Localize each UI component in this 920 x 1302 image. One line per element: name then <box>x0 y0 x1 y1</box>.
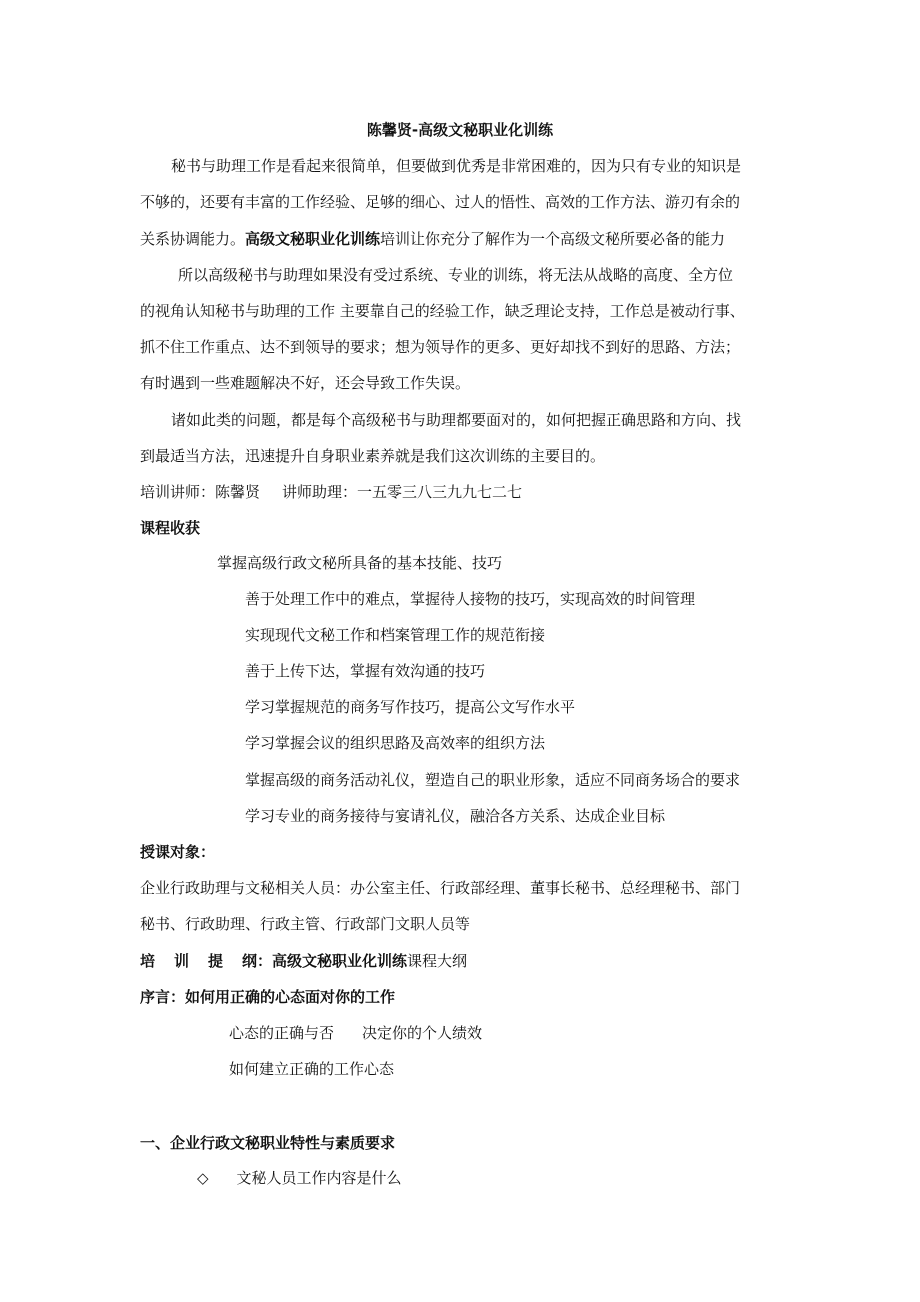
trainer-name: 培训讲师：陈馨贤 <box>140 483 261 501</box>
outline-label-char: 训 <box>174 952 190 970</box>
outline-label-char: 纲： <box>242 952 273 970</box>
preface-item-1a: 心态的正确与否 <box>229 1024 335 1042</box>
outline-suffix: 课程大纲 <box>407 952 468 970</box>
intro-p2-line2: 的视角认知秘书与助理的工作 主要靠自己的经验工作，缺乏理论支持，工作总是被动行事、 <box>140 302 745 320</box>
gains-item: 学习专业的商务接待与宴请礼仪，融洽各方关系、达成企业目标 <box>245 807 666 825</box>
preface-item-2: 如何建立正确的工作心态 <box>229 1060 395 1078</box>
gains-item: 学习掌握会议的组织思路及高效率的组织方法 <box>245 734 546 752</box>
preface-item-1 <box>229 1023 482 1043</box>
outline-line <box>140 951 467 971</box>
outline-label-char: 培 <box>140 952 156 970</box>
outline-label <box>140 952 272 970</box>
intro-p2-line3: 抓不住工作重点、达不到领导的要求；想为领导作的更多、更好却找不到好的思路、方法； <box>140 338 741 356</box>
audience-line1: 企业行政助理与文秘相关人员：办公室主任、行政部经理、董事长秘书、总经理秘书、部门 <box>140 879 741 897</box>
intro-p1-line3-post: 培训让你充分了解作为一个高级文秘所要必备的能力 <box>380 230 726 248</box>
gains-item: 学习掌握规范的商务写作技巧，提高公文写作水平 <box>245 698 576 716</box>
gains-heading: 课程收获 <box>140 519 201 537</box>
intro-p2-line4: 有时遇到一些难题解决不好，还会导致工作失误。 <box>140 374 471 392</box>
intro-course-name: 高级文秘职业化训练 <box>245 230 381 248</box>
preface-heading: 序言：如何用正确的心态面对你的工作 <box>140 988 396 1006</box>
intro-p1-line3-pre: 关系协调能力。 <box>140 230 246 248</box>
outline-course-name: 高级文秘职业化训练 <box>272 952 408 970</box>
section-1-bullet-text: 文秘人员工作内容是什么 <box>236 1169 402 1187</box>
gains-item: 实现现代文秘工作和档案管理工作的规范衔接 <box>245 626 546 644</box>
intro-p2-line1: 所以高级秘书与助理如果没有受过系统、专业的训练，将无法从战略的高度、全方位 <box>178 266 734 284</box>
section-1-heading: 一、企业行政文秘职业特性与素质要求 <box>140 1134 396 1152</box>
intro-p3-line2: 到最适当方法，迅速提升自身职业素养就是我们这次训练的主要目的。 <box>140 447 606 465</box>
gains-item: 善于处理工作中的难点，掌握待人接物的技巧，实现高效的时间管理 <box>245 590 696 608</box>
gains-item: 善于上传下达，掌握有效沟通的技巧 <box>245 662 486 680</box>
preface-item-1b: 决定你的个人绩效 <box>362 1024 483 1042</box>
audience-line2: 秘书、行政助理、行政主管、行政部门文职人员等 <box>140 915 471 933</box>
section-1-bullet <box>197 1168 402 1188</box>
intro-p1-line2: 不够的，还要有丰富的工作经验、足够的细心、过人的悟性、高效的工作方法、游刃有余的 <box>140 193 741 211</box>
diamond-bullet-icon: ◇ <box>197 1169 209 1187</box>
document-title: 陈馨贤-高级文秘职业化训练 <box>366 121 554 139</box>
intro-p1-line3 <box>140 229 725 249</box>
intro-p1-line1: 秘书与助理工作是看起来很简单，但要做到优秀是非常困难的，因为只有专业的知识是 <box>171 157 742 175</box>
audience-heading: 授课对象： <box>140 843 216 861</box>
gains-item: 掌握高级行政文秘所具备的基本技能、技巧 <box>217 554 503 572</box>
trainer-assistant: 讲师助理：一五零三八三九九七二七 <box>282 483 523 501</box>
intro-p3-line1: 诸如此类的问题，都是每个高级秘书与助理都要面对的，如何把握正确思路和方向、找 <box>171 411 742 429</box>
outline-label-char: 提 <box>208 952 224 970</box>
gains-item: 掌握高级的商务活动礼仪，塑造自己的职业形象，适应不同商务场合的要求 <box>245 771 741 789</box>
trainer-line <box>140 482 522 502</box>
